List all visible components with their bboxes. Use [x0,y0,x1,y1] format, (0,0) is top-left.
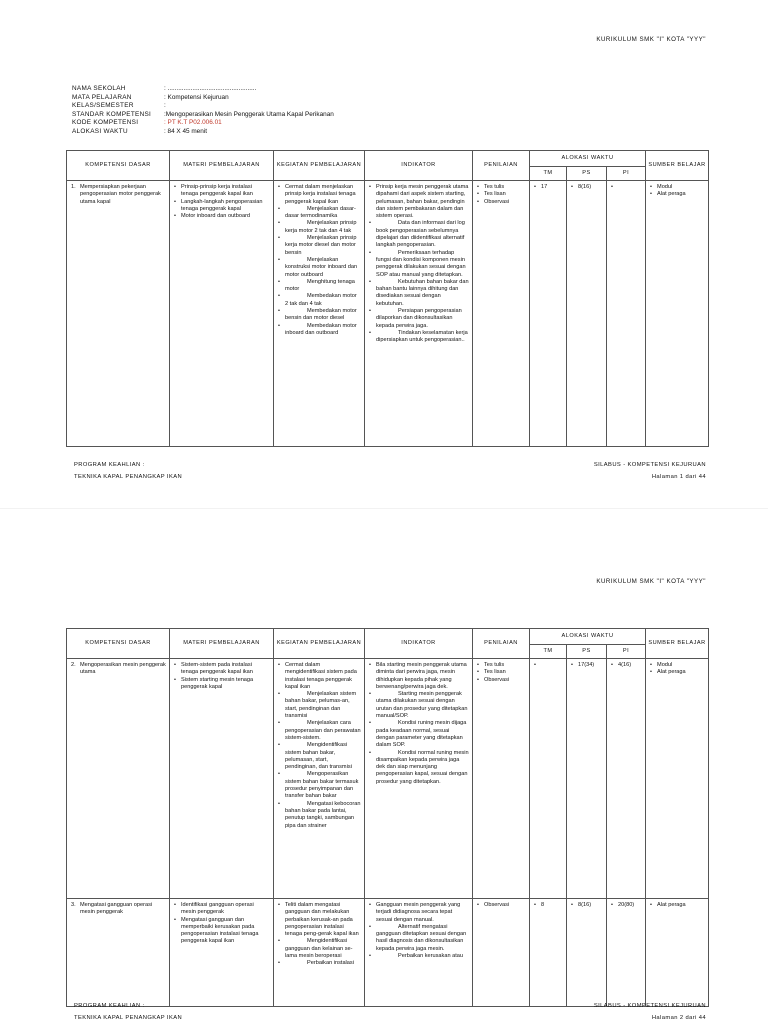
header-pi: PI [607,167,646,181]
kegiatan-item [278,720,361,742]
header-tm: TM [530,167,567,181]
header-alokasi-waktu: ALOKASI WAKTU [530,629,646,645]
cell-indikator [365,659,473,899]
kegiatan-item [278,938,361,960]
bullet: • [650,662,652,668]
header-tm: TM [530,645,567,659]
program-label: PROGRAM KEAHLIAN : [74,462,145,468]
header-kegiatan: KEGIATAN PEMBELAJARAN [274,629,365,659]
bullet: • [369,902,371,908]
cell-materi [170,181,274,447]
kegiatan-item [278,184,361,206]
header-indikator: INDIKATOR [365,151,473,181]
info-row [72,119,334,128]
kegiatan-item [278,960,361,967]
tm-value-item [534,184,563,191]
kegiatan-item [278,691,361,720]
syllabus-table-1 [66,150,709,447]
kegiatan-item [278,323,361,338]
bullet: • [278,256,280,263]
materi-item-text: Motor inboard dan outboard [181,213,251,220]
bullet: • [174,184,176,190]
bullet: • [611,184,613,190]
info-value: : [164,102,166,110]
indikator-item-text: Perbaikan kerusakan atau [398,953,463,960]
materi-item [174,184,270,199]
pi-value-item [611,184,642,191]
materi-item-text: Identifikasi gangguan operasi mesin penggerak [181,902,254,916]
bullet: • [174,676,176,683]
cell-materi [170,659,274,899]
page-number: Halaman 2 dari 44 [651,1015,706,1021]
kegiatan-item [278,293,361,308]
bullet: • [174,213,176,220]
header-kompetensi-dasar: KOMPETENSI DASAR [67,151,170,181]
kegiatan-item [278,662,361,691]
penilaian-item-text: Observasi [484,198,510,205]
materi-item [174,199,270,214]
penilaian-item-text: Tes lisan [484,191,506,198]
info-value: : PT K.T P02.006.01 [164,119,222,127]
bullet: • [278,800,280,807]
bullet: • [174,902,176,908]
indikator-item [369,662,469,691]
materi-item [174,662,270,677]
cell-indikator [365,181,473,447]
sumber-item-text: Alat peraga [657,902,686,908]
bullet: • [278,293,280,300]
ps-value-item [571,902,603,909]
cell-tm [530,181,567,447]
sumber-item-text: Modul [657,662,673,668]
bullet: • [571,902,573,908]
kd-text: Mengatasi gangguan operasi mesin penggerak [80,902,153,916]
tm-value-item [534,662,563,669]
info-row [72,85,334,94]
info-row [72,94,334,103]
bullet: • [278,662,280,668]
tm-value-item [534,902,563,909]
kegiatan-item-text: Membedakan motor bensin dan motor diesel [285,308,357,322]
kegiatan-item-text: Menjelaskan cara pengoperasian dan perawatan sistem-sistem. [285,720,361,741]
indikator-item [369,691,469,720]
penilaian-item [477,184,526,191]
silabus-label: SILABUS - KOMPETENSI KEJURUAN [593,1003,706,1009]
bullet: • [571,184,573,190]
bullet: • [278,184,280,190]
materi-item [174,213,270,220]
cell-kompetensi-dasar [67,181,170,447]
footer-program [74,459,182,483]
header-materi: MATERI PEMBELAJARAN [170,151,274,181]
cell-kompetensi-dasar [67,899,170,1007]
cell-pi [607,181,646,447]
kegiatan-item [278,279,361,294]
info-value: : 84 X 45 menit [164,127,207,135]
bullet: • [278,205,280,212]
indikator-item [369,330,469,345]
indikator-item [369,902,469,924]
curriculum-header: KURIKULUM SMK "I" KOTA "YYY" [596,36,706,43]
bullet: • [278,691,280,698]
header-pi: PI [607,645,646,659]
kegiatan-item-text: Menjelaskan sistem bahan bakar, pelumas-an, start, pendinginan dan transmisi [285,691,357,720]
table-row [67,659,709,899]
silabus-label: SILABUS - KOMPETENSI KEJURUAN [593,462,706,468]
kegiatan-item-text: Menjelaskan prinsip kerja motor diesel dan motor bensin [285,235,357,256]
penilaian-item [477,191,526,198]
kegiatan-item [278,902,361,938]
info-row [72,128,334,137]
kegiatan-item-text: Mengidentifikasi gangguan dan kelainan se-lama mesin beroperasi [285,938,353,960]
ps-value-item [571,184,603,191]
materi-item-text: Langkah-langkah pengoperasian tenaga penggerak kapal [181,198,263,212]
footer-program [74,1000,182,1024]
cell-pi [607,659,646,899]
bullet: • [369,953,371,960]
cell-pi [607,899,646,1007]
info-value: : Kompetensi Kejuruan [164,93,229,101]
footer-page-info [594,459,706,483]
info-label: KODE KOMPETENSI [72,119,139,127]
penilaian-item-text: Tes tulis [484,184,505,190]
indikator-item-text: Persiapan pengoperasian dilaporkan dan dikonsultasikan kepada perwira jaga. [376,308,462,329]
pi-value: 4(16) [618,662,632,668]
header-kegiatan: KEGIATAN PEMBELAJARAN [274,151,365,181]
info-label: NAMA SEKOLAH [72,85,126,92]
kegiatan-item-text: Menjelaskan dasar-dasar termodinamika [285,205,356,220]
bullet: • [174,916,176,923]
materi-item-text: Sistem-sistem pada instalasi tenaga penggerak kapal ikan [181,662,253,676]
info-value: : .................................................. [164,85,257,92]
kegiatan-item [278,771,361,800]
bullet: • [278,902,280,908]
program-label: PROGRAM KEAHLIAN : [74,1003,145,1009]
bullet: • [278,278,280,285]
bullet: • [174,662,176,668]
bullet: • [477,902,479,908]
indikator-item [369,220,469,249]
indikator-item-text: Alternatif mengatasi gangguan ditetapkan sesuai dengan hasil diagnosis dan dikonsultasikan kepada perwira jaga mesin. [376,923,467,952]
cell-penilaian [473,659,530,899]
indikator-item-text: Kondisi normal runing mesin disampaikan kepada perwira jaga dek dan siap menunjang pengoperasian kapal, sesuai dengan prosedur yang ditetapkan. [376,749,469,785]
info-label: MATA PELAJARAN [72,93,132,101]
indikator-item-text: Kebutuhan bahan bakar dan bahan bantu lainnya dihitung dan disediakan sesuai dengan kebutuhan. [376,278,469,307]
penilaian-item-text: Tes tulis [484,662,505,668]
kegiatan-item-text: Membedakan motor 2 tak dan 4 tak [285,293,357,307]
kd-number: 2. [71,662,76,668]
bullet: • [278,771,280,778]
kegiatan-item-text: Cermat dalam menjelaskan prinsip kerja instalasi tenaga penggerak kapal ikan [285,184,356,205]
bullet: • [278,938,280,945]
bullet: • [369,923,371,930]
indikator-item-text: Pemeriksaan terhadap fungsi dan kondisi komponen mesin penggerak dilakukan sesuai dengan SOP atau manual yang ditetapkan. [376,249,466,278]
info-label: ALOKASI WAKTU [72,127,128,135]
cell-ps [567,181,607,447]
info-row [72,102,334,111]
bullet: • [369,278,371,285]
cell-sumber [646,899,709,1007]
bullet: • [278,960,280,967]
sumber-item [650,902,705,909]
header-ps: PS [567,645,607,659]
header-penilaian: PENILAIAN [473,151,530,181]
bullet: • [650,902,652,908]
kd-number: 3. [71,902,76,908]
header-alokasi-waktu: ALOKASI WAKTU [530,151,646,167]
header-kompetensi-dasar: KOMPETENSI DASAR [67,629,170,659]
cell-ps [567,659,607,899]
bullet: • [534,902,536,908]
materi-item [174,677,270,692]
pi-value: 20(80) [618,902,635,908]
penilaian-item [477,677,526,684]
ps-value: 8(16) [578,902,592,908]
kd-item [71,662,166,677]
bullet: • [369,329,371,336]
cell-tm [530,899,567,1007]
indikator-item [369,184,469,220]
bullet: • [477,184,479,190]
bullet: • [611,902,613,908]
bullet: • [278,322,280,329]
pi-value-item [611,902,642,909]
cell-tm [530,659,567,899]
cell-materi [170,899,274,1007]
info-value: :Mengoperasikan Mesin Penggerak Utama Kapal Perikanan [164,110,334,118]
tm-value: 8 [541,902,545,908]
kegiatan-item-text: Menjelaskan prinsip kerja motor 2 tak dan 4 tak [285,220,357,234]
cell-ps [567,899,607,1007]
pi-value-item [611,662,642,669]
cell-sumber [646,181,709,447]
bullet: • [369,249,371,256]
kegiatan-item-text: Teliti dalam mengatasi gangguan dan melakukan perbaikan kerusak-an pada pengoperasian instalasi tenaga peng-gerak kapal ikan [285,902,359,938]
bullet: • [174,198,176,205]
materi-item [174,917,270,946]
penilaian-item-text: Observasi [484,676,510,683]
header-materi: MATERI PEMBELAJARAN [170,629,274,659]
header-sumber-belajar: SUMBER BELAJAR [646,629,709,659]
kegiatan-item [278,206,361,221]
school-info-block [72,85,334,137]
syllabus-table-2 [66,628,709,1007]
bullet: • [611,662,613,668]
indikator-item-text: Starting mesin penggerak utama dilakukan sesuai dengan urutan dan prosedur yang ditetapkan manual/SOP. [376,691,468,720]
bullet: • [534,662,536,668]
header-penilaian: PENILAIAN [473,629,530,659]
header-ps: PS [567,167,607,181]
kegiatan-item-text: Menghitung tenaga motor [285,278,355,293]
indikator-item [369,279,469,308]
cell-penilaian [473,181,530,447]
penilaian-item [477,669,526,676]
indikator-item-text: Gangguan mesin penggerak yang terjadi didiagnosa secara tepat sesuai dengan manual. [376,902,461,923]
materi-item [174,902,270,917]
penilaian-item [477,902,526,909]
bullet: • [477,191,479,198]
penilaian-item-text: Observasi [484,902,510,908]
bullet: • [477,669,479,676]
bullet: • [369,749,371,756]
kegiatan-item [278,742,361,771]
cell-kegiatan [274,899,365,1007]
kegiatan-item-text: Perbaikan instalasi [307,960,354,967]
indikator-item-text: Data dan informasi dari log book pengoperasian sebelumnya dipelajari dan diidentifikasi alternatif langkah pengoperasian. [376,220,465,249]
table-row [67,899,709,1007]
sumber-item-text: Alat peraga [657,669,686,676]
materi-item-text: Sistem starting mesin tenaga penggerak kapal [181,676,254,690]
cell-kegiatan [274,659,365,899]
cell-kegiatan [274,181,365,447]
materi-item-text: Mengatasi gangguan dan memperbaiki kerusakan pada pengoperasian instalasi tenaga penggerak kapal ikan [181,916,259,945]
bullet: • [534,184,536,190]
bullet: • [369,691,371,698]
kd-number: 1. [71,184,76,190]
cell-indikator [365,899,473,1007]
sumber-item-text: Alat peraga [657,191,686,198]
indikator-item-text: Prinsip kerja mesin penggerak utama dipahami dari aspek sistem starting, pelumasan, bahan bakar, pendingin dan sistem pembakaran dalam dan sistem operasi. [376,184,469,220]
kegiatan-item-text: Membedakan motor inboard dan outboard [285,322,357,336]
sumber-item [650,662,705,669]
curriculum-header: KURIKULUM SMK "I" KOTA "YYY" [596,578,706,585]
bullet: • [477,676,479,683]
indikator-item [369,924,469,953]
page-number: Halaman 1 dari 44 [651,474,706,480]
cell-kompetensi-dasar [67,659,170,899]
kegiatan-item-text: Mengidentifikasi sistem bahan bakar, pelumasan, start, pendinginan, dan transmisi [285,742,352,771]
bullet: • [278,220,280,227]
bullet: • [278,308,280,315]
info-label: KELAS/SEMESTER [72,102,134,110]
penilaian-item-text: Tes lisan [484,669,506,676]
kegiatan-item [278,220,361,235]
bullet: • [369,662,371,668]
kd-text: Mempersiapkan pekerjaan pengoperasian motor penggerak utama kapal [80,184,161,205]
kegiatan-item-text: Cermat dalam mengidentifikasi sistem pada instalasi tenaga penggerak kapal ikan [285,662,357,690]
indikator-item-text: Kondisi runing mesin dijaga pada keadaan normal, sesuai dengan parameter yang ditetapkan dalam SOP. [376,720,467,749]
bullet: • [369,720,371,727]
bullet: • [278,235,280,242]
bullet: • [650,184,652,190]
kegiatan-item [278,801,361,830]
ps-value: 8(16) [578,184,592,190]
ps-value: 17(34) [578,662,595,668]
kd-item [71,902,166,917]
ps-value-item [571,662,603,669]
penilaian-item [477,662,526,669]
cell-penilaian [473,899,530,1007]
sumber-item [650,191,705,198]
bullet: • [369,220,371,227]
materi-item-text: Prinsip-prinsip kerja instalasi tenaga penggerak kapal ikan [181,184,253,198]
indikator-item [369,250,469,279]
info-label: STANDAR KOMPETENSI [72,110,152,118]
penilaian-item [477,199,526,206]
cell-sumber [646,659,709,899]
bullet: • [571,662,573,668]
bullet: • [278,742,280,749]
kegiatan-item-text: Mengatasi kebocoran bahan bakar pada lantai, penutup tangki, sambungan pipa dan strainer [285,800,361,829]
tm-value: 17 [541,184,548,190]
sumber-item [650,184,705,191]
kegiatan-item [278,235,361,257]
indikator-item [369,953,469,960]
info-row [72,111,334,120]
footer-page-info [594,1000,706,1024]
bullet: • [477,662,479,668]
kd-item [71,184,166,206]
kd-text: Mengoperasikan mesin penggerak utama [80,662,166,676]
sumber-item-text: Modul [657,184,673,190]
table-row [67,181,709,447]
indikator-item-text: Bila starting mesin penggerak utama diminta dari perwira jaga, mesin dihidupkan kepada pihak yang berwenang/perwira jaga dek. [376,662,467,690]
bullet: • [278,720,280,727]
program-value: TEKNIKA KAPAL PENANGKAP IKAN [74,1015,183,1021]
bullet: • [477,198,479,205]
indikator-item [369,750,469,786]
kegiatan-item [278,257,361,279]
header-indikator: INDIKATOR [365,629,473,659]
program-value: TEKNIKA KAPAL PENANGKAP IKAN [74,474,183,480]
sumber-item [650,669,705,676]
indikator-item [369,308,469,330]
indikator-item-text: Tindakan keselamatan kerja dipersiapkan untuk pengoperasian.. [376,329,468,344]
kegiatan-item [278,308,361,323]
header-sumber-belajar: SUMBER BELAJAR [646,151,709,181]
kegiatan-item-text: Mengoperasikan sistem bahan bakar termasuk prosedur penyimpanan dan transfer bahan bakar [285,771,359,800]
bullet: • [369,184,371,190]
bullet: • [650,191,652,198]
syllabus-page-2 [0,512,768,1024]
kegiatan-item-text: Menjelaskan konstruksi motor inboard dan motor outboard [285,256,358,278]
bullet: • [369,308,371,315]
bullet: • [650,669,652,676]
indikator-item [369,720,469,749]
